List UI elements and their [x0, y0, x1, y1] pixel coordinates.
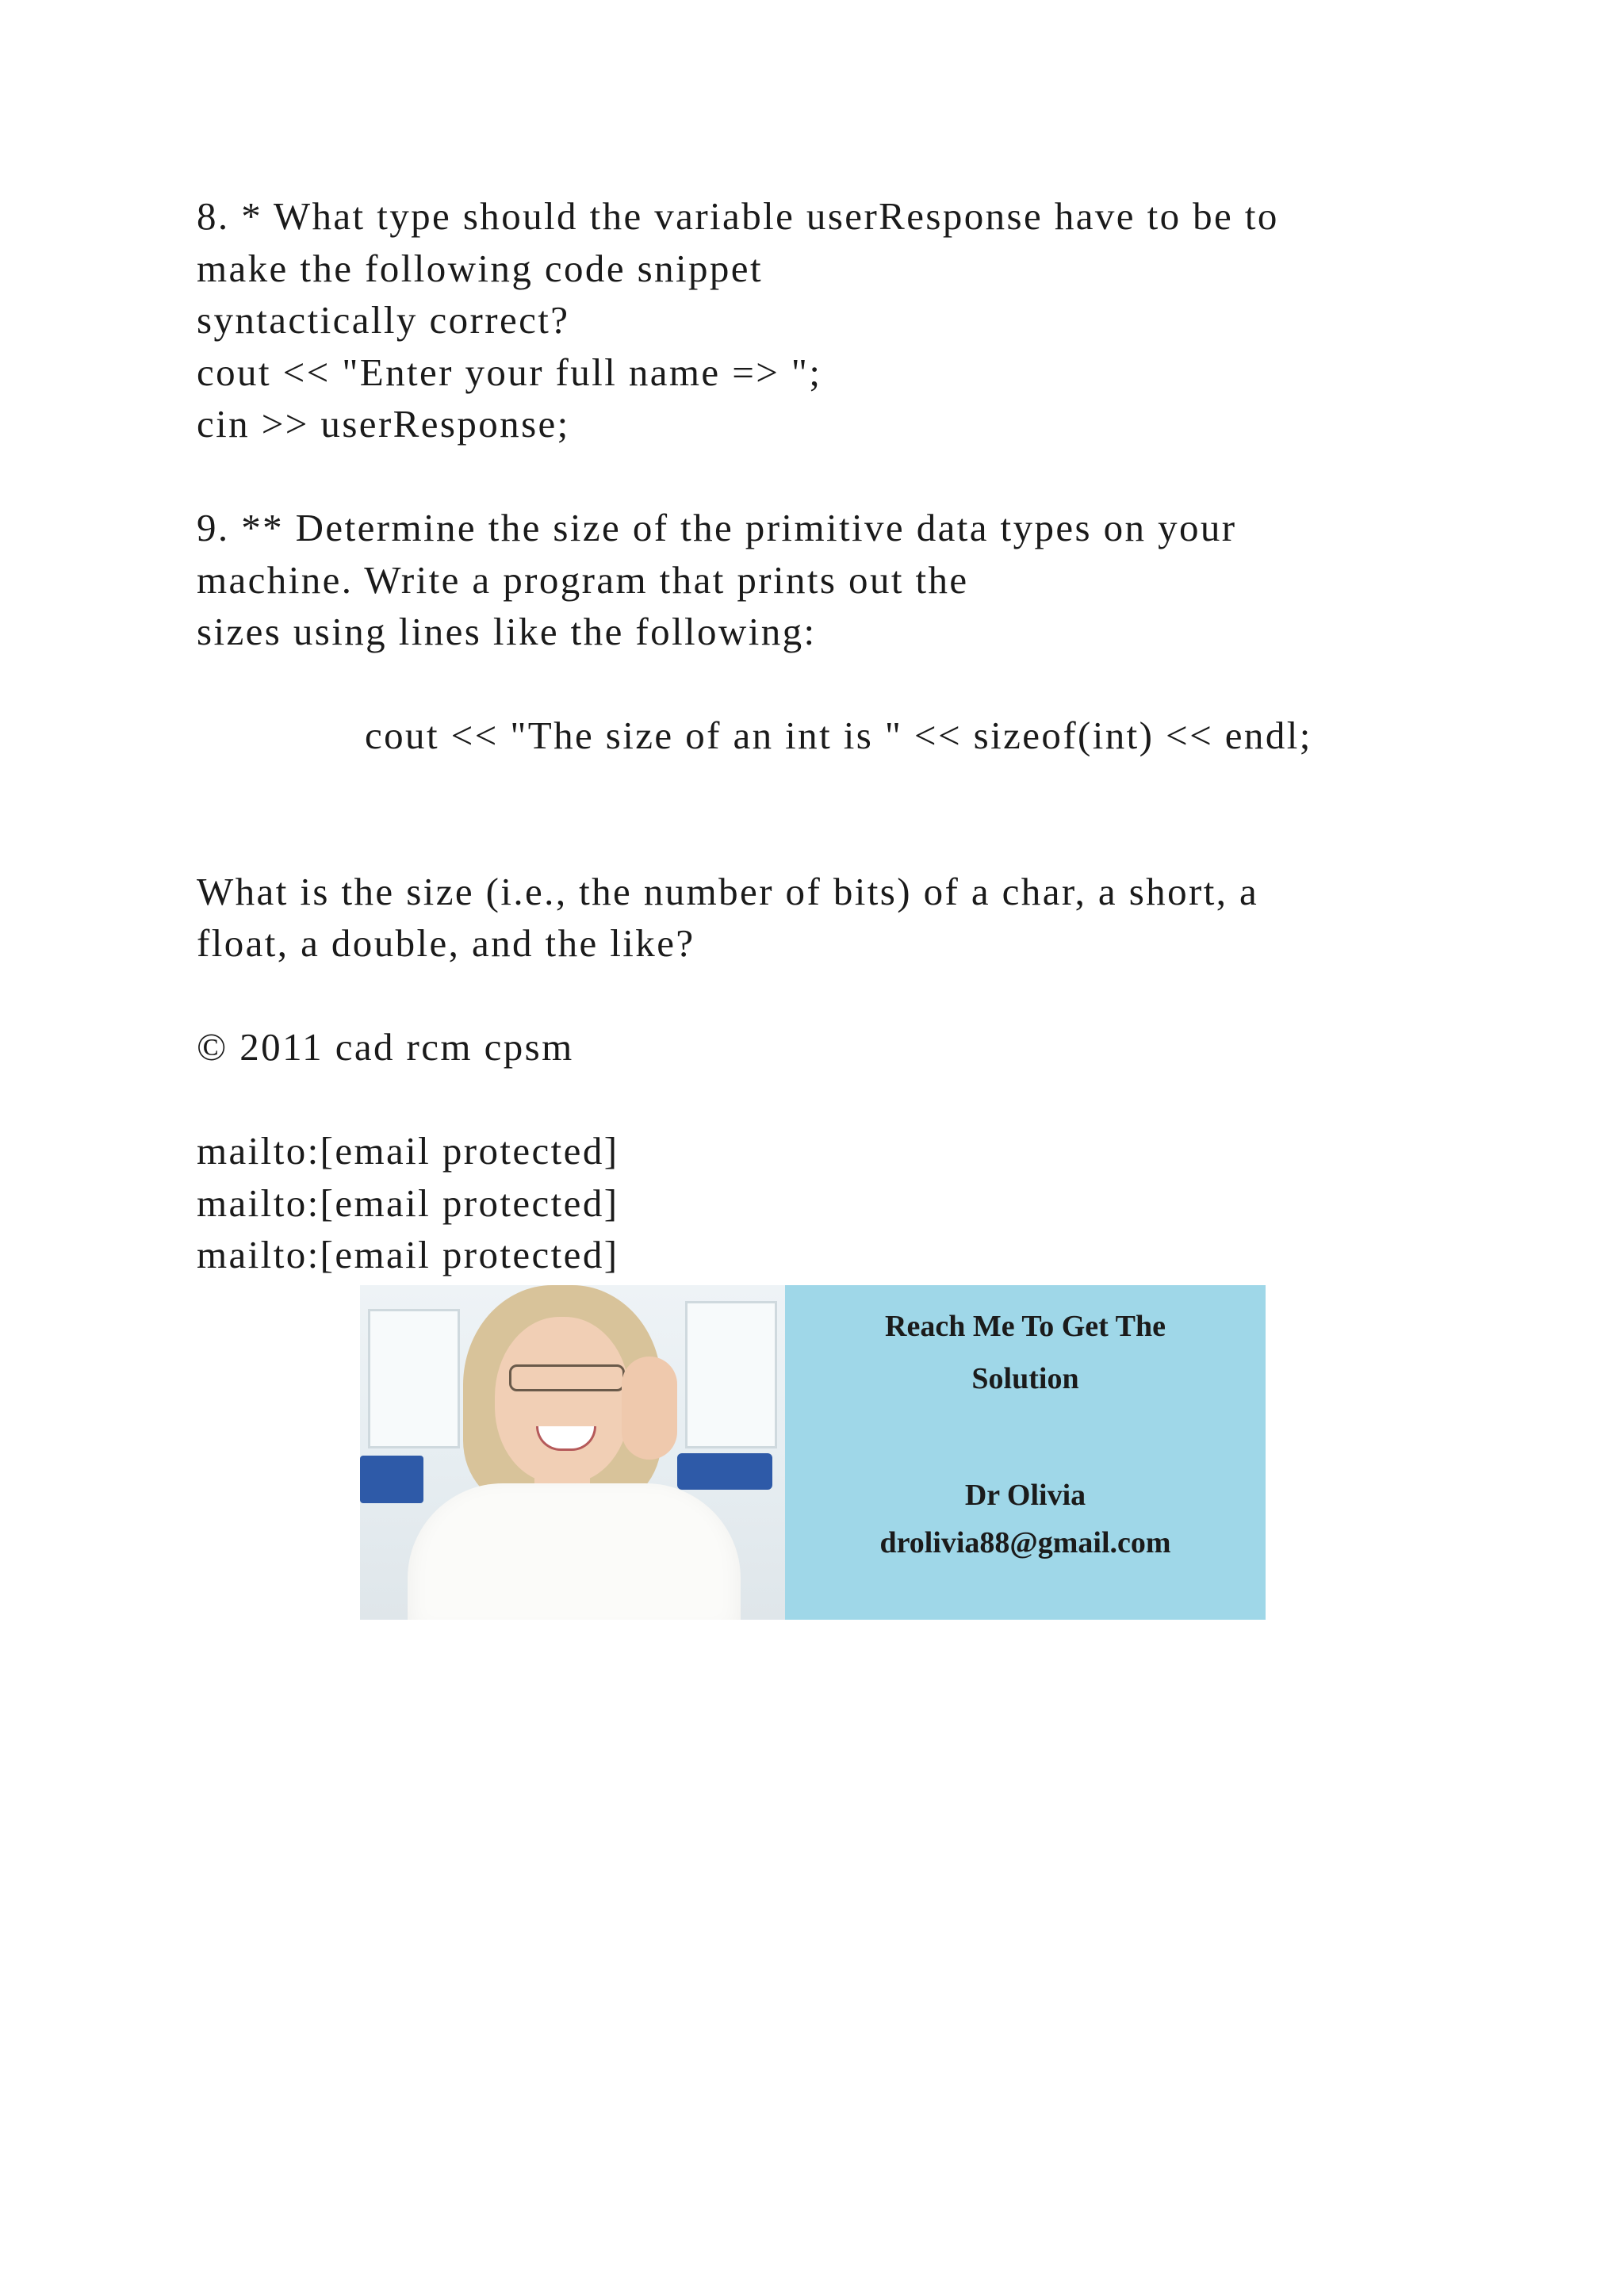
- code-line-cin: cin >> userResponse;: [197, 402, 570, 446]
- banner-photo: [360, 1285, 785, 1620]
- photo-window: [368, 1309, 460, 1448]
- code-line-cout: cout << "Enter your full name => ";: [197, 350, 822, 394]
- photo-chair: [360, 1456, 423, 1503]
- question-8-line-3: syntactically correct?: [197, 298, 570, 342]
- question-9-line-3: sizes using lines like the following:: [197, 610, 817, 653]
- spacer: [197, 658, 1434, 710]
- banner-headline-2: Solution: [971, 1362, 1079, 1395]
- banner-name: Dr Olivia: [964, 1479, 1086, 1512]
- banner-headline-1: Reach Me To Get The: [885, 1310, 1166, 1343]
- question-9-line-1: 9. ** Determine the size of the primitive data types on your: [197, 506, 1237, 549]
- question-9-line-2: machine. Write a program that prints out the: [197, 557, 969, 602]
- spacer: [197, 970, 1434, 1022]
- photo-hand: [622, 1357, 677, 1460]
- spacer: [197, 450, 1434, 503]
- banner-info-panel: [785, 1285, 1266, 1620]
- mailto-link-2[interactable]: mailto:[email protected]: [197, 1181, 619, 1225]
- mailto-link-3[interactable]: mailto:[email protected]: [197, 1233, 619, 1276]
- contact-banner: [360, 1285, 1266, 1620]
- document-body: [197, 190, 1434, 1281]
- photo-blouse: [408, 1483, 741, 1620]
- photo-face: [495, 1317, 630, 1483]
- spacer: [197, 762, 1434, 866]
- question-9-followup-line-1: What is the size (i.e., the number of bits) of a char, a short, a: [197, 869, 1259, 913]
- spacer: [197, 1073, 1434, 1126]
- photo-glasses: [509, 1364, 625, 1391]
- photo-chair: [677, 1453, 772, 1490]
- question-8-line-1: 8. * What type should the variable userResponse have to be to: [197, 194, 1279, 238]
- question-8-line-2: make the following code snippet: [197, 246, 763, 290]
- mailto-link-1[interactable]: mailto:[email protected]: [197, 1129, 619, 1173]
- question-9-followup-line-2: float, a double, and the like?: [197, 921, 695, 965]
- banner-email[interactable]: drolivia88@gmail.com: [879, 1526, 1171, 1559]
- photo-window: [685, 1301, 777, 1448]
- copyright-line: © 2011 cad rcm cpsm: [197, 1025, 574, 1069]
- code-line-sizeof: cout << "The size of an int is " << sizeof(int) << endl;: [365, 714, 1312, 757]
